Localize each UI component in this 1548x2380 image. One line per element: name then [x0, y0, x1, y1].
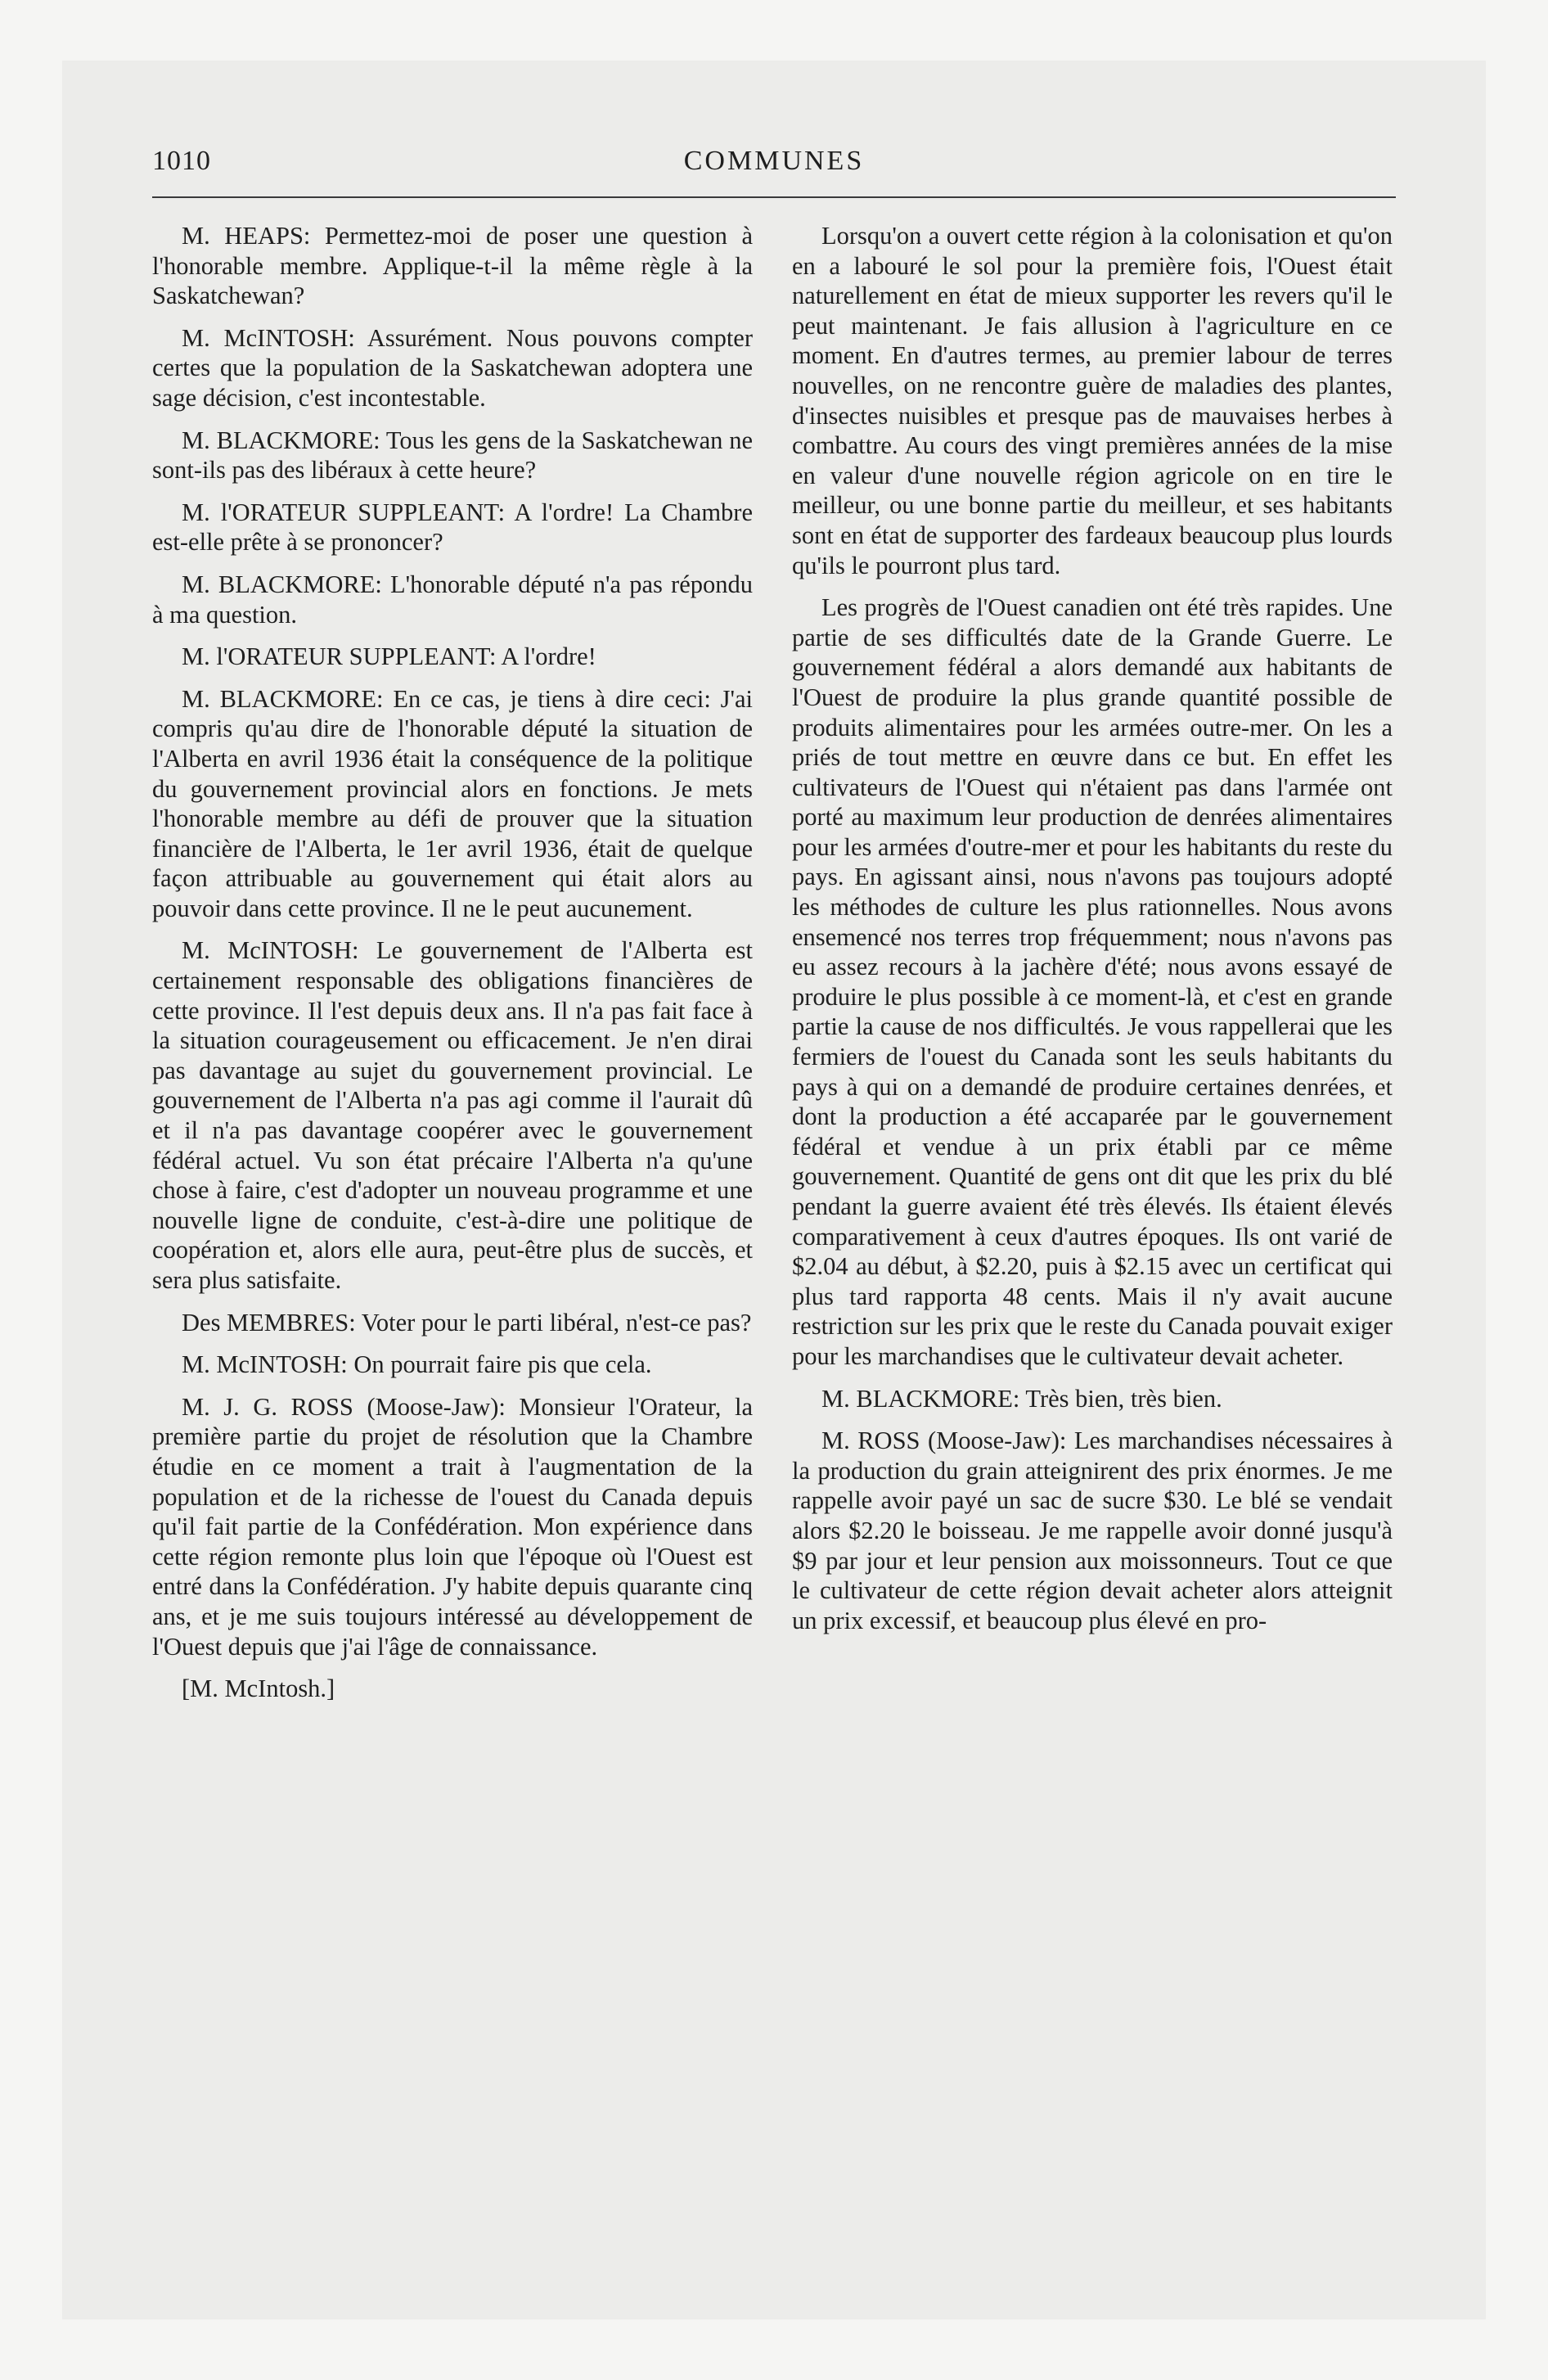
paragraph: M. J. G. ROSS (Moose-Jaw): Monsieur l'Orateur, la première partie du projet de résolution que la Chambre étudie en ce moment a trait à l'augmentation de la population et de la richesse de l'ouest du Canada depuis qu'il fait partie de la Confédération. Mon expérience dans cette région remonte plus loin que l'époque où l'Ouest est entré dans la Confédération. J'y habite depuis quarante cinq ans, et je me suis toujours intéressé au développement de l'Ouest depuis que j'ai l'âge de connaissance. — [152, 1392, 753, 1661]
running-title: COMMUNES — [683, 146, 865, 176]
page-header — [152, 146, 1396, 187]
paragraph: Lorsqu'on a ouvert cette région à la colonisation et qu'on en a labouré le sol pour la première fois, l'Ouest était naturellement en état de mieux supporter les revers qu'il le peut maintenant. Je fais allusion à l'agriculture en ce moment. En d'autres termes, au premier labour de terres nouvelles, on ne rencontre guère de maladies des plantes, d'insectes nuisibles et presque pas de mauvaises herbes à combattre. Au cours des vingt premières années de la mise en valeur d'une nouvelle région agricole on en tire le meilleur, ou une bonne partie du meilleur, et ses habitants sont en état de supporter des fardeaux beaucoup plus lourds qu'ils le pourront plus tard. — [792, 222, 1393, 579]
paragraph: M. BLACKMORE: Très bien, très bien. — [821, 1384, 1222, 1413]
paragraph: M. McINTOSH: On pourrait faire pis que cela. — [182, 1350, 652, 1379]
paragraph: M. BLACKMORE: Tous les gens de la Saskatchewan ne sont-ils pas des libéraux à cette heure? — [152, 426, 753, 485]
header-rule — [152, 196, 1396, 198]
paragraph: M. l'ORATEUR SUPPLEANT: A l'ordre! — [182, 642, 596, 671]
paragraph: M. BLACKMORE: En ce cas, je tiens à dire ceci: J'ai compris qu'au dire de l'honorable député la situation de l'Alberta en avril 1936 était la conséquence de la politique du gouvernement provincial alors en fonctions. Je mets l'honorable membre au défi de prouver que la situation financière de l'Alberta, le 1er avril 1936, était de quelque façon attribuable au gouvernement qui était alors au pouvoir dans cette province. Il ne le peut aucunement. — [152, 684, 753, 922]
paragraph: M. McINTOSH: Le gouvernement de l'Alberta est certainement responsable des obligations financières de cette province. Il l'est depuis deux ans. Il n'a pas fait face à la situation courageusement ou efficacement. Je n'en dirai pas davantage au sujet du gouvernement provincial. Le gouvernement de l'Alberta n'a pas agi comme il l'aurait dû et il n'a pas davantage coopérer avec le gouvernement fédéral actuel. Vu son état précaire l'Alberta n'a qu'une chose à faire, c'est d'adopter un nouveau programme et une nouvelle ligne de conduite, c'est-à-dire une politique de coopération et, alors elle aura, peut-être plus de succès, et sera plus satisfaite. — [152, 936, 753, 1294]
paragraph: M. HEAPS: Permettez-moi de poser une question à l'honorable membre. Applique-t-il la même règle à la Saskatchewan? — [152, 222, 753, 310]
left-column — [152, 221, 753, 1704]
page-number: 1010 — [152, 146, 211, 176]
paragraph: Des MEMBRES: Voter pour le parti libéral, n'est-ce pas? — [182, 1308, 752, 1336]
speaker-signature: [M. McIntosh.] — [182, 1675, 335, 1703]
right-column — [792, 221, 1393, 1648]
paragraph: M. BLACKMORE: L'honorable député n'a pas répondu à ma question. — [152, 570, 753, 629]
paragraph: M. McINTOSH: Assurément. Nous pouvons compter certes que la population de la Saskatchewan adoptera une sage décision, c'est incontestable. — [152, 323, 753, 412]
paragraph: M. l'ORATEUR SUPPLEANT: A l'ordre! La Chambre est-elle prête à se prononcer? — [152, 498, 753, 557]
paragraph: Les progrès de l'Ouest canadien ont été très rapides. Une partie de ses difficultés date de la Grande Guerre. Le gouvernement fédéral a alors demandé aux habitants de l'Ouest de produire la plus grande quantité possible de produits alimentaires pour les armées outre-mer. On les a priés de tout mettre en œuvre dans ce but. En effet les cultivateurs de l'Ouest qui n'étaient pas dans l'armée ont porté au maximum leur production de denrées alimentaires pour les armées d'outre-mer et pour les habitants du reste du pays. En agissant ainsi, nous n'avons pas toujours adopté les méthodes de culture les plus rationnelles. Nous avons ensemencé nos terres trop fréquemment; nous n'avons pas eu assez recours à la jachère d'été; nous avons essayé de produire le plus possible à ce moment-là, et c'est en grande partie la cause de nos difficultés. Je vous rappellerai que les fermiers de l'ouest du Canada sont les seuls habitants du pays à qui on a demandé de produire certaines denrées, et dont la production a été accaparée par le gouvernement fédéral et vendue à un prix établi par ce même gouvernement. Quantité de gens ont dit que les prix du blé pendant la guerre avaient été très élevés. Ils étaient élevés comparativement à ceux d'autres époques. Ils ont varié de $2.04 au début, à $2.20, puis à $2.15 avec un certificat qui plus tard rapporta 48 cents. Mais il n'y avait aucune restriction sur les prix que le reste du Canada pouvait exiger pour les marchandises que le cultivateur devait acheter. — [792, 593, 1393, 1370]
paragraph: M. ROSS (Moose-Jaw): Les marchandises nécessaires à la production du grain atteignirent des prix énormes. Je me rappelle avoir payé un sac de sucre $30. Le blé se vendait alors $2.20 le boisseau. Je me rappelle avoir donné jusqu'à $9 par jour et leur pension aux moissonneurs. Tout ce que le cultivateur de cette région devait acheter alors atteignit un prix excessif, et beaucoup plus élevé en pro- — [792, 1427, 1393, 1634]
